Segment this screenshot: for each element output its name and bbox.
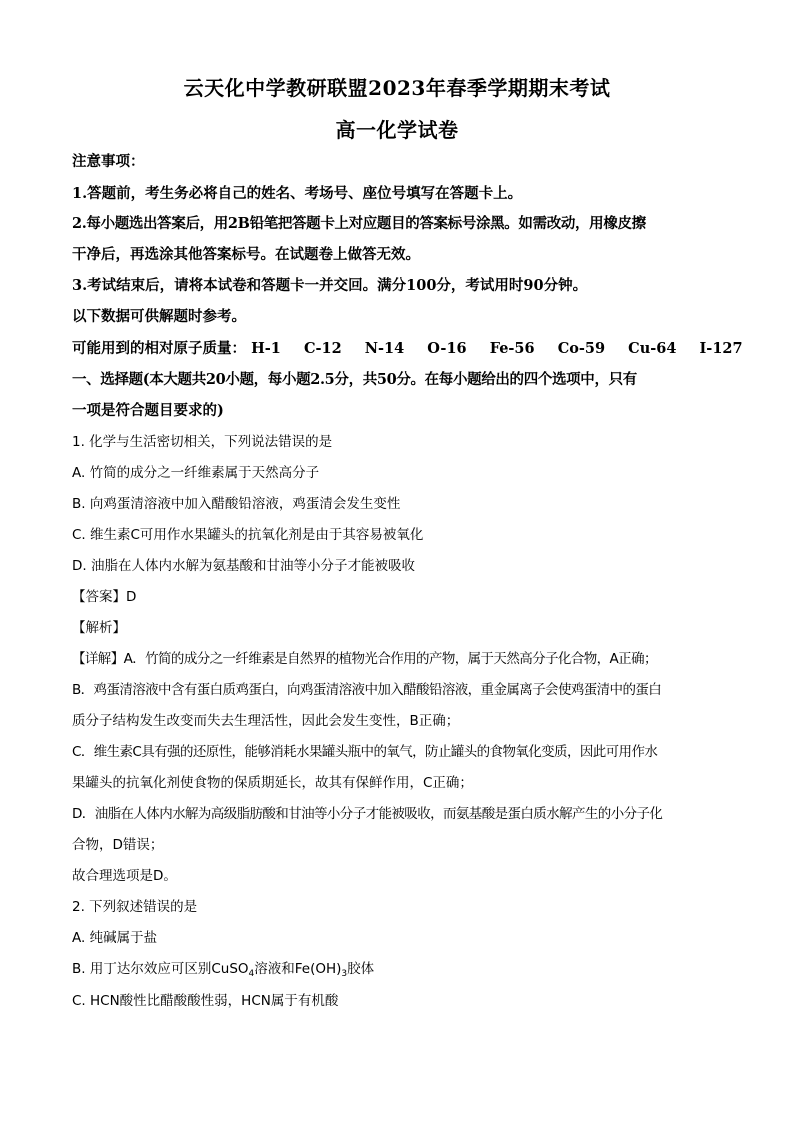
exam-title: 云天化中学教研联盟2023年春季学期期末考试 (183, 76, 611, 100)
q1-detail-b-line-2: 质分子结构发生改变而失去生理活性，因此会发生变性，B正确； (72, 713, 460, 729)
q1-option-b: B. 向鸡蛋清溶液中加入醋酸铅溶液，鸡蛋清会发生变性 (72, 496, 401, 512)
notice-item-2-line-2: 干净后，再选涂其他答案标号。在试题卷上做答无效。 (72, 246, 420, 263)
q1-detail-c-line-2: 果罐头的抗氧化剂使食物的保质期延长，故其有保鲜作用，C正确； (72, 775, 473, 791)
q2-option-b-text-2: 溶液和Fe(OH) (254, 961, 342, 977)
atomic-mass-h: H-1 (251, 340, 281, 357)
q2-option-b-text-1: B. 用丁达尔效应可区别CuSO (72, 961, 249, 977)
section-1-heading-line-2: 一项是符合题目要求的) (72, 402, 224, 419)
q1-stem: 1. 化学与生活密切相关，下列说法错误的是 (72, 434, 333, 450)
q1-option-d: D. 油脂在人体内水解为氨基酸和甘油等小分子才能被吸收 (72, 558, 415, 574)
atomic-masses-label: 可能用到的相对原子质量： (72, 340, 246, 357)
q2-option-c: C. HCN酸性比醋酸酸性弱，HCN属于有机酸 (72, 993, 339, 1009)
q1-detail-d-line-1: D．油脂在人体内水解为高级脂肪酸和甘油等小分子才能被吸收，而氨基酸是蛋白质水解产生的小分子化 (72, 806, 663, 822)
q1-detail-a: 【详解】A．竹简的成分之一纤维素是自然界的植物光合作用的产物，属于天然高分子化合物，A正确； (72, 651, 657, 667)
q1-conclusion: 故合理选项是D。 (72, 868, 177, 884)
q1-analysis-label: 【解析】 (72, 620, 126, 636)
atomic-mass-cu: Cu-64 (628, 340, 677, 357)
atomic-mass-c: C-12 (303, 340, 342, 357)
q1-option-a: A. 竹简的成分之一纤维素属于天然高分子 (72, 465, 320, 481)
section-1-heading-line-1: 一、选择题(本大题共20小题，每小题2.5分，共50分。在每小题给出的四个选项中，只有 (72, 371, 637, 388)
atomic-masses-line (72, 337, 761, 358)
q1-option-c: C. 维生素C可用作水果罐头的抗氧化剂是由于其容易被氧化 (72, 527, 424, 543)
q2-option-a: A. 纯碱属于盐 (72, 930, 158, 946)
data-hint: 以下数据可供解题时参考。 (72, 308, 246, 325)
q2-stem: 2. 下列叙述错误的是 (72, 899, 198, 915)
notice-item-1: 1.答题前，考生务必将自己的姓名、考场号、座位号填写在答题卡上。 (72, 185, 523, 202)
notice-item-3: 3.考试结束后，请将本试卷和答题卡一并交回。满分100分，考试用时90分钟。 (72, 277, 588, 294)
exam-subtitle: 高一化学试卷 (335, 118, 459, 142)
q2-option-b-subscript-2: 3 (341, 969, 348, 979)
q1-detail-b-line-1: B．鸡蛋清溶液中含有蛋白质鸡蛋白，向鸡蛋清溶液中加入醋酸铅溶液，重金属离子会使鸡蛋清中的蛋白 (72, 682, 662, 698)
atomic-mass-o: O-16 (427, 340, 467, 357)
atomic-mass-i: I-127 (699, 340, 743, 357)
q1-detail-c-line-1: C．维生素C具有强的还原性，能够消耗水果罐头瓶中的氧气，防止罐头的食物氧化变质，因此可用作水 (72, 744, 658, 760)
q1-answer: 【答案】D (72, 589, 137, 605)
q2-option-b-subscript-1: 4 (248, 969, 255, 979)
atomic-mass-co: Co-59 (557, 340, 606, 357)
notice-item-2-line-1: 2.每小题选出答案后，用2B铅笔把答题卡上对应题目的答案标号涂黑。如需改动，用橡皮擦 (72, 215, 646, 232)
atomic-mass-n: N-14 (364, 340, 405, 357)
notice-heading: 注意事项： (72, 153, 145, 170)
q2-option-b (72, 957, 374, 979)
q1-detail-d-line-2: 合物，D错误； (72, 837, 164, 853)
atomic-mass-fe: Fe-56 (489, 340, 535, 357)
q2-option-b-text-3: 胶体 (347, 961, 375, 977)
